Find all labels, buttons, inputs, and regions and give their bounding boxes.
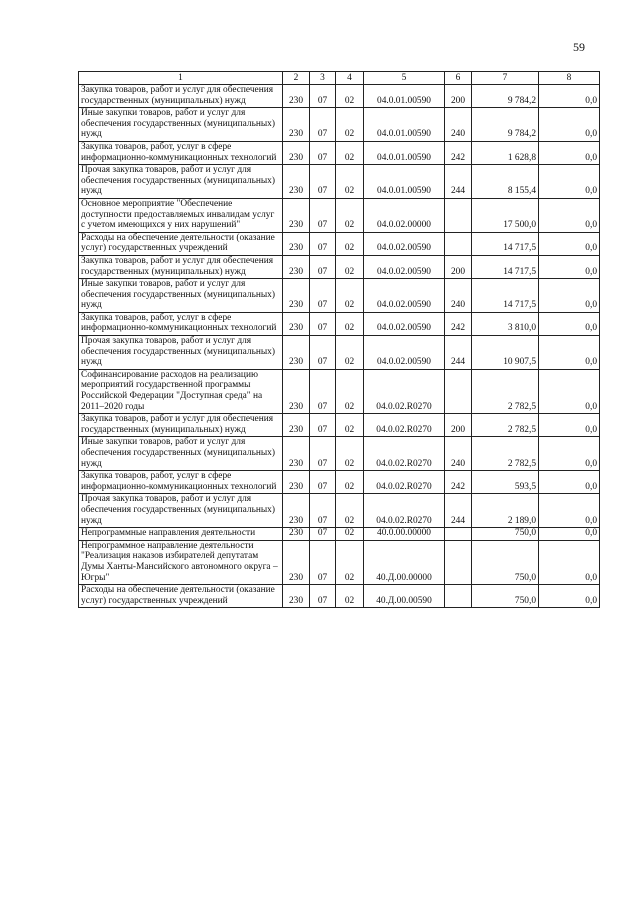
cell-amount-2: 0,0 — [539, 494, 600, 528]
table-row — [79, 312, 600, 335]
cell-subsection: 02 — [336, 141, 364, 164]
cell-target-article: 04.0.02.00590 — [364, 255, 445, 278]
cell-subsection: 02 — [336, 336, 364, 370]
cell-amount-2: 0,0 — [539, 414, 600, 437]
cell-section: 07 — [310, 585, 336, 608]
cell-expense-type: 244 — [445, 494, 472, 528]
cell-amount: 9 784,2 — [472, 85, 539, 108]
cell-amount: 17 500,0 — [472, 198, 539, 232]
cell-amount-2: 0,0 — [539, 141, 600, 164]
cell-subsection: 02 — [336, 312, 364, 335]
table-row — [79, 198, 600, 232]
cell-expense-type: 244 — [445, 336, 472, 370]
cell-code-2: 230 — [283, 255, 310, 278]
cell-amount-2: 0,0 — [539, 437, 600, 471]
cell-section: 07 — [310, 312, 336, 335]
cell-amount-2: 0,0 — [539, 312, 600, 335]
cell-amount-2: 0,0 — [539, 198, 600, 232]
row-name: Прочая закупка товаров, работ и услуг для обеспечения государственных (муниципальных) нужд — [79, 165, 283, 199]
cell-amount-2: 0,0 — [539, 108, 600, 142]
cell-section: 07 — [310, 232, 336, 255]
cell-section: 07 — [310, 255, 336, 278]
cell-amount: 8 155,4 — [472, 165, 539, 199]
cell-expense-type — [445, 198, 472, 232]
cell-subsection: 02 — [336, 279, 364, 313]
cell-subsection: 02 — [336, 437, 364, 471]
cell-expense-type — [445, 369, 472, 413]
cell-code-2: 230 — [283, 85, 310, 108]
row-name: Расходы на обеспечение деятельности (оказание услуг) государственных учреждений — [79, 232, 283, 255]
cell-code-2: 230 — [283, 141, 310, 164]
cell-section: 07 — [310, 494, 336, 528]
cell-section: 07 — [310, 85, 336, 108]
cell-subsection: 02 — [336, 494, 364, 528]
column-header: 3 — [310, 72, 336, 85]
cell-expense-type: 240 — [445, 437, 472, 471]
table-row — [79, 585, 600, 608]
cell-subsection: 02 — [336, 540, 364, 584]
cell-subsection: 02 — [336, 471, 364, 494]
cell-amount: 9 784,2 — [472, 108, 539, 142]
cell-target-article: 40.Д.00.00000 — [364, 540, 445, 584]
cell-target-article: 40.0.00.00000 — [364, 528, 445, 541]
cell-amount-2: 0,0 — [539, 85, 600, 108]
cell-amount-2: 0,0 — [539, 471, 600, 494]
cell-section: 07 — [310, 336, 336, 370]
column-header: 7 — [472, 72, 539, 85]
cell-subsection: 02 — [336, 414, 364, 437]
cell-subsection: 02 — [336, 85, 364, 108]
row-name: Софинансирование расходов на реализацию мероприятий государственной программы Российской Федерации "Доступная среда" на 2011–2020 годы — [79, 369, 283, 413]
cell-subsection: 02 — [336, 255, 364, 278]
cell-expense-type — [445, 585, 472, 608]
row-name: Основное мероприятие "Обеспечение доступности предоставляемых инвалидам услуг с учетом имеющихся у них нарушений" — [79, 198, 283, 232]
cell-target-article: 04.0.02.R0270 — [364, 494, 445, 528]
cell-amount-2: 0,0 — [539, 232, 600, 255]
cell-target-article: 04.0.02.00590 — [364, 312, 445, 335]
row-name: Прочая закупка товаров, работ и услуг для обеспечения государственных (муниципальных) нужд — [79, 336, 283, 370]
cell-section: 07 — [310, 141, 336, 164]
cell-expense-type — [445, 528, 472, 541]
cell-code-2: 230 — [283, 198, 310, 232]
row-name: Прочая закупка товаров, работ и услуг для обеспечения государственных (муниципальных) нужд — [79, 494, 283, 528]
cell-section: 07 — [310, 540, 336, 584]
table-row — [79, 528, 600, 541]
cell-code-2: 230 — [283, 279, 310, 313]
cell-target-article: 04.0.02.00590 — [364, 336, 445, 370]
cell-expense-type: 240 — [445, 108, 472, 142]
cell-code-2: 230 — [283, 585, 310, 608]
cell-amount: 750,0 — [472, 540, 539, 584]
cell-subsection: 02 — [336, 165, 364, 199]
column-header: 5 — [364, 72, 445, 85]
cell-target-article: 04.0.01.00590 — [364, 165, 445, 199]
cell-expense-type: 200 — [445, 85, 472, 108]
cell-code-2: 230 — [283, 540, 310, 584]
cell-target-article: 04.0.02.00590 — [364, 232, 445, 255]
cell-code-2: 230 — [283, 312, 310, 335]
table-row — [79, 369, 600, 413]
cell-target-article: 04.0.02.R0270 — [364, 471, 445, 494]
cell-code-2: 230 — [283, 471, 310, 494]
table-row — [79, 165, 600, 199]
cell-amount-2: 0,0 — [539, 540, 600, 584]
cell-amount: 14 717,5 — [472, 232, 539, 255]
cell-expense-type — [445, 540, 472, 584]
column-header: 6 — [445, 72, 472, 85]
row-name: Закупка товаров, работ и услуг для обеспечения государственных (муниципальных) нужд — [79, 255, 283, 278]
cell-target-article: 04.0.01.00590 — [364, 85, 445, 108]
table-row — [79, 85, 600, 108]
row-name: Расходы на обеспечение деятельности (оказание услуг) государственных учреждений — [79, 585, 283, 608]
cell-code-2: 230 — [283, 414, 310, 437]
cell-amount-2: 0,0 — [539, 336, 600, 370]
cell-target-article: 04.0.02.00590 — [364, 279, 445, 313]
row-name: Иные закупки товаров, работ и услуг для обеспечения государственных (муниципальных) нужд — [79, 437, 283, 471]
cell-amount: 593,5 — [472, 471, 539, 494]
row-name: Непрограммные направления деятельности — [79, 528, 283, 541]
row-name: Закупка товаров, работ, услуг в сфере информационно-коммуникационных технологий — [79, 141, 283, 164]
table-body — [79, 85, 600, 608]
row-name: Закупка товаров, работ, услуг в сфере информационно-коммуникационных технологий — [79, 312, 283, 335]
cell-expense-type: 242 — [445, 312, 472, 335]
column-header: 4 — [336, 72, 364, 85]
cell-section: 07 — [310, 369, 336, 413]
table-row — [79, 279, 600, 313]
row-name: Иные закупки товаров, работ и услуг для обеспечения государственных (муниципальных) нужд — [79, 279, 283, 313]
table-row — [79, 255, 600, 278]
row-name: Закупка товаров, работ, услуг в сфере информационно-коммуникационных технологий — [79, 471, 283, 494]
cell-subsection: 02 — [336, 232, 364, 255]
cell-amount: 14 717,5 — [472, 279, 539, 313]
cell-expense-type: 242 — [445, 141, 472, 164]
row-name: Непрограммное направление деятельности "Реализация наказов избирателей депутатам Думы Ханты-Мансийского автономного округа – Югры" — [79, 540, 283, 584]
cell-code-2: 230 — [283, 108, 310, 142]
cell-code-2: 230 — [283, 437, 310, 471]
cell-section: 07 — [310, 437, 336, 471]
cell-section: 07 — [310, 471, 336, 494]
table-row — [79, 494, 600, 528]
cell-section: 07 — [310, 165, 336, 199]
cell-target-article: 40.Д.00.00590 — [364, 585, 445, 608]
cell-amount-2: 0,0 — [539, 279, 600, 313]
cell-amount: 2 782,5 — [472, 369, 539, 413]
column-header: 1 — [79, 72, 283, 85]
row-name: Иные закупки товаров, работ и услуг для обеспечения государственных (муниципальных) нужд — [79, 108, 283, 142]
cell-amount-2: 0,0 — [539, 369, 600, 413]
table-row — [79, 108, 600, 142]
cell-amount: 2 782,5 — [472, 414, 539, 437]
column-header: 2 — [283, 72, 310, 85]
cell-target-article: 04.0.01.00590 — [364, 141, 445, 164]
cell-amount: 10 907,5 — [472, 336, 539, 370]
cell-subsection: 02 — [336, 585, 364, 608]
cell-amount-2: 0,0 — [539, 165, 600, 199]
table-row — [79, 471, 600, 494]
cell-code-2: 230 — [283, 528, 310, 541]
cell-section: 07 — [310, 528, 336, 541]
cell-amount-2: 0,0 — [539, 585, 600, 608]
cell-target-article: 04.0.02.R0270 — [364, 369, 445, 413]
column-header: 8 — [539, 72, 600, 85]
table-header-row — [79, 72, 600, 85]
cell-amount: 14 717,5 — [472, 255, 539, 278]
cell-expense-type: 240 — [445, 279, 472, 313]
cell-amount: 1 628,8 — [472, 141, 539, 164]
cell-amount: 750,0 — [472, 528, 539, 541]
table-row — [79, 336, 600, 370]
cell-section: 07 — [310, 414, 336, 437]
cell-expense-type: 200 — [445, 255, 472, 278]
cell-amount-2: 0,0 — [539, 255, 600, 278]
cell-section: 07 — [310, 198, 336, 232]
cell-target-article: 04.0.02.00000 — [364, 198, 445, 232]
cell-expense-type: 200 — [445, 414, 472, 437]
cell-section: 07 — [310, 279, 336, 313]
page-number: 59 — [573, 40, 585, 54]
cell-subsection: 02 — [336, 369, 364, 413]
table-row — [79, 437, 600, 471]
table-row — [79, 141, 600, 164]
cell-expense-type: 244 — [445, 165, 472, 199]
budget-table — [78, 71, 600, 608]
table-row — [79, 232, 600, 255]
cell-amount: 2 189,0 — [472, 494, 539, 528]
cell-amount: 2 782,5 — [472, 437, 539, 471]
row-name: Закупка товаров, работ и услуг для обеспечения государственных (муниципальных) нужд — [79, 85, 283, 108]
table-row — [79, 540, 600, 584]
table-row — [79, 414, 600, 437]
cell-subsection: 02 — [336, 108, 364, 142]
cell-amount-2: 0,0 — [539, 528, 600, 541]
cell-expense-type: 242 — [445, 471, 472, 494]
row-name: Закупка товаров, работ и услуг для обеспечения государственных (муниципальных) нужд — [79, 414, 283, 437]
cell-code-2: 230 — [283, 369, 310, 413]
cell-amount: 750,0 — [472, 585, 539, 608]
cell-code-2: 230 — [283, 165, 310, 199]
cell-expense-type — [445, 232, 472, 255]
cell-subsection: 02 — [336, 528, 364, 541]
cell-code-2: 230 — [283, 336, 310, 370]
cell-code-2: 230 — [283, 232, 310, 255]
cell-amount: 3 810,0 — [472, 312, 539, 335]
cell-target-article: 04.0.02.R0270 — [364, 437, 445, 471]
cell-code-2: 230 — [283, 494, 310, 528]
cell-subsection: 02 — [336, 198, 364, 232]
cell-target-article: 04.0.02.R0270 — [364, 414, 445, 437]
cell-target-article: 04.0.01.00590 — [364, 108, 445, 142]
cell-section: 07 — [310, 108, 336, 142]
